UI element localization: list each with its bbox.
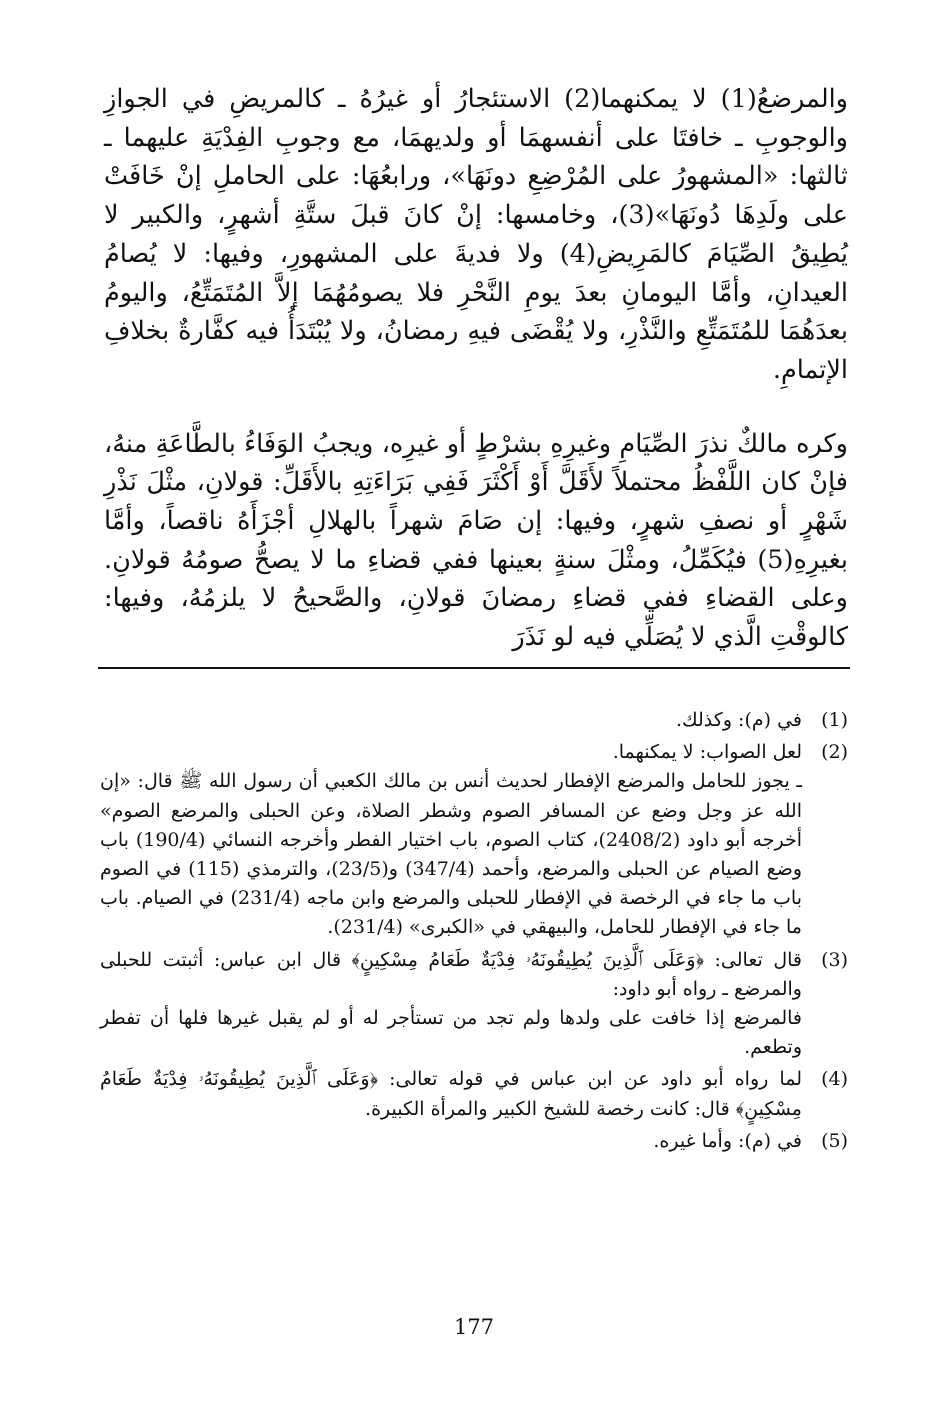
- footnote-line: في (م): وكذلك.: [675, 709, 802, 731]
- main-text: [104, 80, 848, 657]
- footnote-4: [100, 1065, 848, 1123]
- footnote-line: في (م): وأما غيره.: [653, 1129, 802, 1152]
- footnote-number: (5): [821, 1129, 848, 1152]
- footnote-line: قال تعالى: ﴿وَعَلَى ٱلَّذِينَ يُطِيقُونَهُۥ فِدْيَةٌ طَعَامُ مِسْكِينٍ﴾ قال ابن عباس: أثبتت للحبلى والمرضع ـ رواه أبو داود:: [100, 948, 802, 1000]
- footnote-number: (4): [821, 1068, 848, 1091]
- paragraph: والمرضعُ(1) لا يمكنهما(2) الاستئجارُ أو غيرُهُ ـ كالمريضِ في الجوازِ والوجوبِ ـ خافتَا على أنفسهمَا أو ولديهمَا، مع وجوبِ الفِدْيَةِ عليهما ـ ثالثها: «المشهورُ على المُرْضِعِ دونَهَا»، ورابعُهَا: على الحاملِ إنْ خَافَتْ على ولَدِهَا دُونَهَا»(3)، وخامسها: إنْ كانَ قبلَ ستَّةِ أشهرٍ، والكبير لا يُطِيقُ الصِّيَامَ كالمَرِيضِ(4) ولا فديةَ على المشهورِ، وفيها: لا يُصامُ العيدانِ، وأمَّا اليومانِ بعدَ يومِ النَّحْرِ فلا يصومُهُمَا إلاَّ المُتَمَتِّعُ، واليومُ بعدَهُمَا للمُتَمَتِّعِ والنَّذْرِ، ولا يُقْضَى فيهِ رمضانُ، ولا يُبْتَدَأُ فيه كفَّارةٌ بخلافِ الإتمامِ.: [104, 84, 848, 385]
- footnote-number: (3): [821, 948, 848, 971]
- footnote-text: [100, 946, 802, 1063]
- footnote-number: (2): [821, 741, 848, 764]
- footnote-5: [100, 1127, 848, 1156]
- footnotes: [100, 706, 848, 1156]
- footnote-line: لعل الصواب: لا يمكنهما.: [612, 741, 802, 764]
- footnote-text: [100, 706, 802, 735]
- footnote-text: [100, 1127, 802, 1156]
- footnote-line: لما رواه أبو داود عن ابن عباس في قوله تعالى: ﴿وَعَلَى ٱلَّذِينَ يُطِيقُونَهُۥ فِدْيَةٌ طَعَامُ مِسْكِينٍ﴾ قال: كانت رخصة للشيخ الكبير والمرأة الكبيرة.: [100, 1068, 802, 1120]
- footnote-2: [100, 738, 848, 942]
- footnote-line: ـ يجوز للحامل والمرضع الإفطار لحديث أنس بن مالك الكعبي أن رسول الله ﷺ قال: «إن الله عز وجل وضع عن المسافر الصوم وشطر الصلاة، وعن الحبلى والمرضع الصوم» أخرجه أبو داود (2408/2)، كتاب الصوم، باب اختيار الفطر وأخرجه النسائي (190/4) باب وضع الصيام عن الحبلى والمرضع، وأحمد (347/4) و(23/5)، والترمذي (115) في الصوم باب ما جاء في الرخصة في الإفطار للحبلى والمرضع وابن ماجه (231/4) في الصيام. باب ما جاء في الإفطار للحامل، والبيهقي في «الكبرى» (231/4).: [100, 770, 802, 939]
- footnote-1: [100, 706, 848, 735]
- footnote-number: (1): [821, 709, 848, 731]
- paragraph: وكره مالكٌ نذرَ الصِّيَامِ وغيرِهِ بشرْطٍ أو غيرِه، ويجبُ الوَفَاءُ بالطَّاعَةِ منهُ، فإنْ كان اللَّفْظُ محتملاً لأَقَلَّ أَوْ أَكْثَرَ فَفِي بَرَاءَتِهِ بالأَقَلِّ: قولانِ، مثْلَ نَذْرِ شَهْرٍ أو نصفِ شهرٍ، وفيها: إن صَامَ شهراً بالهلالِ أجْزَأَهُ ناقصاً، وأمَّا بغيرِهِ(5) فيُكَمِّلُ، ومثْلَ سنةٍ بعينها ففي قضاءِ ما لا يصحُّ صومُهُ قولانِ. وعلى القضاءِ ففي قضاءِ رمضانَ قولانِ، والصَّحيحُ لا يلزمُهُ، وفيها: كالوقْتِ الَّذي لا يُصَلِّي فيه لو نَذَرَ: [104, 428, 848, 653]
- footnote-3: [100, 946, 848, 1063]
- footnote-text: [100, 1065, 802, 1123]
- footnote-separator: [98, 667, 850, 669]
- footnote-line: فالمرضع إذا خافت على ولدها ولم تجد من تستأجر له أو لم يقبل غيرها فلها أن تفطر وتطعم.: [100, 1007, 802, 1059]
- page-number: 177: [453, 1315, 495, 1339]
- footnote-text: [100, 738, 802, 942]
